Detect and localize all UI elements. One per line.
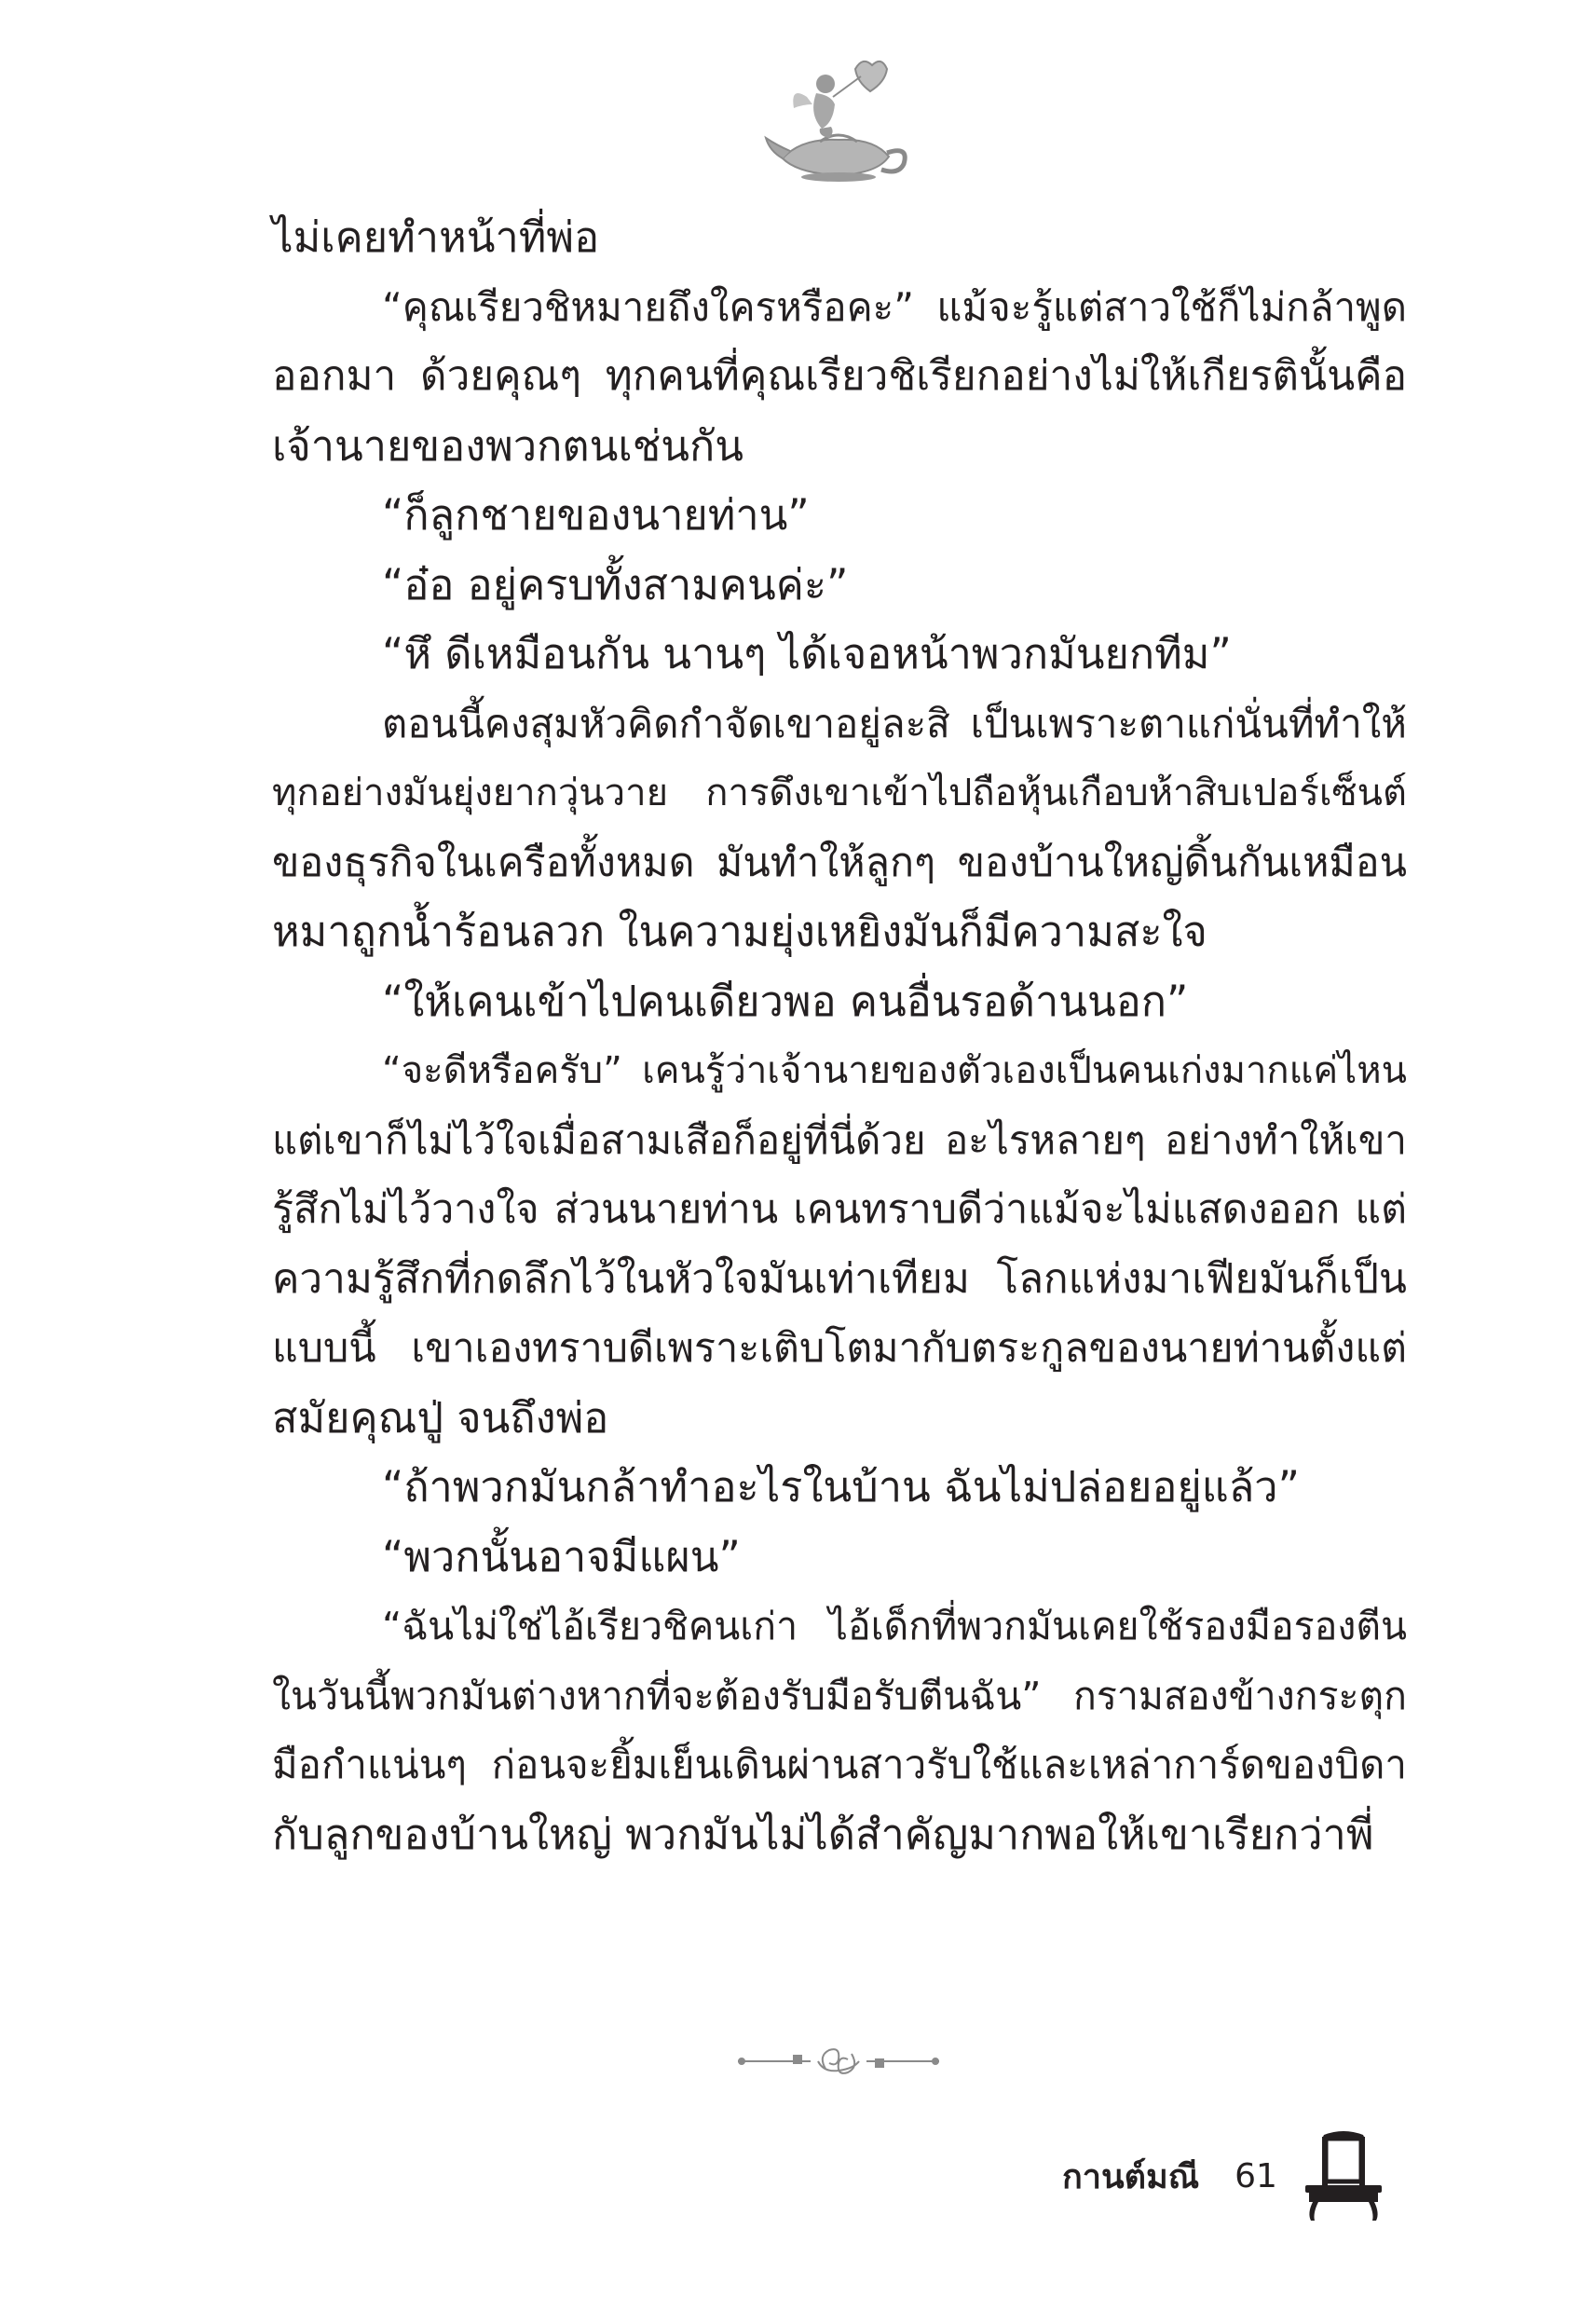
text-line: แต่เขาก็ไม่ไว้ใจเมื่อสามเสือก็อยู่ที่นี่ด้วย อะไรหลายๆ อย่างทำให้เขา [272,1116,1407,1163]
cupid-teapot-icon [764,48,913,188]
text-line: ในวันนี้พวกมันต่างหากที่จะต้องรับมือรับตีนฉัน” กรามสองข้างกระตุก [272,1673,1407,1718]
text-line: ของธุรกิจในเครือทั้งหมด มันทำให้ลูกๆ ของบ้านใหญ่ดิ้นกันเหมือน [272,839,1407,886]
text-line: ทุกอย่างมันยุ่งยากวุ่นวาย การดึงเขาเข้าไปถือหุ้นเกือบห้าสิบเปอร์เซ็นต์ [272,772,1407,814]
text-line: เจ้านายของพวกตนเช่นกัน [272,420,744,471]
text-line: สมัยคุณปู่ จนถึงพ่อ [272,1392,609,1443]
text-line: กับลูกของบ้านใหญ่ พวกมันไม่ได้สำคัญมากพอให้เขาเรียกว่าพี่ [272,1809,1374,1859]
text-line: “ให้เคนเข้าไปคนเดียวพอ คนอื่นรอด้านนอก” [382,976,1189,1026]
text-line: มือกำแน่นๆ ก่อนจะยิ้มเย็นเดินผ่านสาวรับใช้และเหล่าการ์ดของบิดา [272,1742,1407,1787]
text-line: “ฉันไม่ใช่ไอ้เรียวชิคนเก่า ไอ้เด็กที่พวกมันเคยใช้รองมือรองตีน [382,1604,1407,1648]
text-line: “พวกนั้นอาจมีแผน” [382,1531,741,1581]
ornamental-divider-icon [736,2043,941,2080]
text-line: แบบนี้ เขาเองทราบดีเพราะเติบโตมากับตระกูลของนายท่านตั้งแต่ [272,1325,1407,1372]
text-line: ความรู้สึกที่กดลึกไว้ในหัวใจมันเท่าเทียม โลกแห่งมาเฟียมันก็เป็น [272,1254,1407,1303]
text-line: “หึ ดีเหมือนกัน นานๆ ได้เจอหน้าพวกมันยกทีม” [382,629,1232,678]
text-line: รู้สึกไม่ไว้วางใจ ส่วนนายท่าน เคนทราบดีว่าแม้จะไม่แสดงออก แต่ [272,1186,1407,1233]
page-footer [1062,2129,1384,2222]
text-line: ออกมา ด้วยคุณๆ ทุกคนที่คุณเรียวชิเรียกอย่างไม่ให้เกียรตินั้นคือ [272,352,1407,400]
text-line: หมาถูกน้ำร้อนลวก ในความยุ่งเหยิงมันก็มีความสะใจ [272,907,1207,956]
vanity-mirror-icon [1303,2129,1384,2222]
book-title: กานต์มณี [1062,2157,1200,2196]
text-line: “ถ้าพวกมันกล้าทำอะไรในบ้าน ฉันไม่ปล่อยอยู่แล้ว” [382,1462,1300,1511]
text-line: “ก็ลูกชายของนายท่าน” [382,490,810,540]
text-line: ตอนนี้คงสุมหัวคิดกำจัดเขาอยู่ละสิ เป็นเพราะตาแก่นั่นที่ทำให้ [382,700,1407,746]
text-line: “อ๋อ อยู่ครบทั้งสามคนค่ะ” [382,559,849,609]
text-line: “จะดีหรือครับ” เคนรู้ว่าเจ้านายของตัวเองเป็นคนเก่งมากแค่ไหน [382,1049,1407,1092]
text-line: “คุณเรียวชิหมายถึงใครหรือคะ” แม้จะรู้แต่สาวใช้ก็ไม่กล้าพูด [382,283,1407,330]
text-line: ไม่เคยทำหน้าที่พ่อ [272,212,600,262]
page-number: 61 [1235,2156,1277,2195]
body-text [272,203,1407,1869]
